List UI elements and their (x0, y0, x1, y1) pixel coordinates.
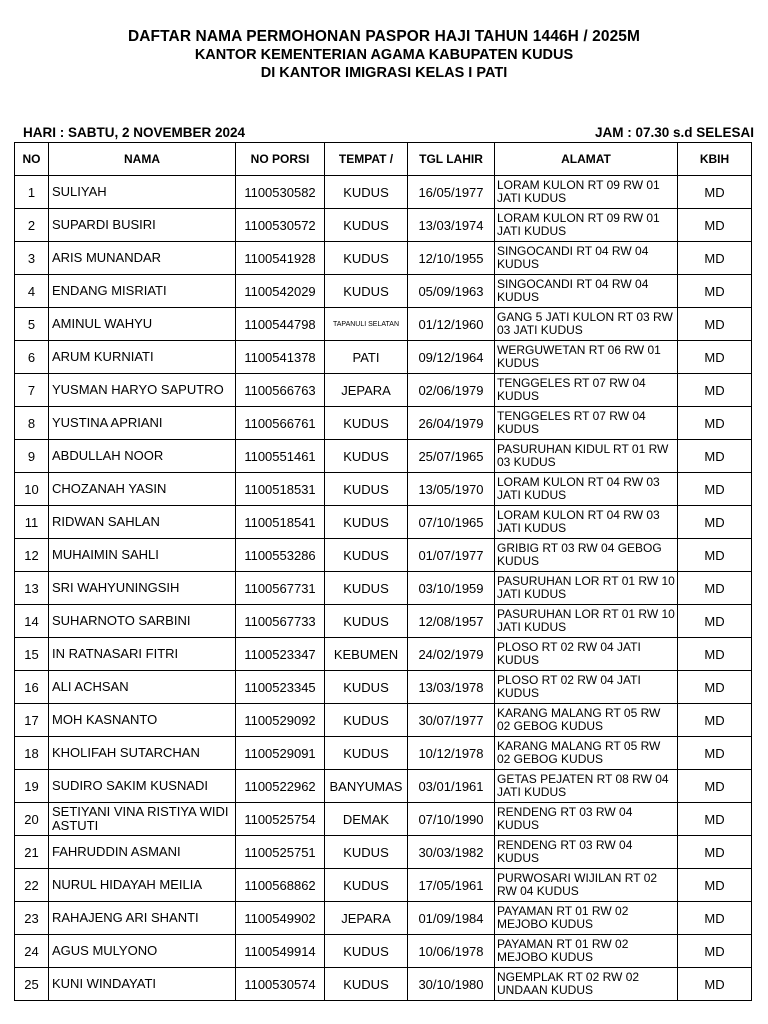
cell-kbih: MD (678, 935, 752, 968)
location-name: DI KANTOR IMIGRASI KELAS I PATI (260, 65, 508, 81)
cell-no: 24 (15, 935, 49, 968)
cell-alamat: PAYAMAN RT 01 RW 02 MEJOBO KUDUS (495, 902, 678, 935)
cell-no: 6 (15, 341, 49, 374)
cell-tempat-lahir: KUDUS (325, 209, 408, 242)
cell-nama: ABDULLAH NOOR (49, 440, 236, 473)
cell-tgl-lahir: 13/03/1974 (408, 209, 495, 242)
cell-kbih: MD (678, 572, 752, 605)
cell-no: 18 (15, 737, 49, 770)
column-header-porsi: NO PORSI (236, 143, 325, 176)
table-row (15, 704, 752, 737)
cell-tgl-lahir: 24/02/1979 (408, 638, 495, 671)
cell-alamat: GRIBIG RT 03 RW 04 GEBOG KUDUS (495, 539, 678, 572)
cell-tempat-lahir: PATI (325, 341, 408, 374)
cell-nama: SUPARDI BUSIRI (49, 209, 236, 242)
table-row (15, 671, 752, 704)
cell-kbih: MD (678, 275, 752, 308)
table-row (15, 341, 752, 374)
cell-no-porsi: 1100541928 (236, 242, 325, 275)
cell-no: 1 (15, 176, 49, 209)
cell-no-porsi: 1100566763 (236, 374, 325, 407)
cell-tempat-lahir: KUDUS (325, 242, 408, 275)
cell-tgl-lahir: 10/12/1978 (408, 737, 495, 770)
cell-nama: SRI WAHYUNINGSIH (49, 572, 236, 605)
cell-kbih: MD (678, 704, 752, 737)
cell-nama: MOH KASNANTO (49, 704, 236, 737)
cell-no: 11 (15, 506, 49, 539)
table-row (15, 638, 752, 671)
table-row (15, 605, 752, 638)
cell-no-porsi: 1100518541 (236, 506, 325, 539)
cell-tgl-lahir: 03/10/1959 (408, 572, 495, 605)
cell-tgl-lahir: 30/07/1977 (408, 704, 495, 737)
cell-no: 21 (15, 836, 49, 869)
table-row (15, 176, 752, 209)
cell-alamat: PLOSO RT 02 RW 04 JATI KUDUS (495, 671, 678, 704)
cell-tempat-lahir: KUDUS (325, 572, 408, 605)
cell-alamat: LORAM KULON RT 04 RW 03 JATI KUDUS (495, 506, 678, 539)
cell-kbih: MD (678, 638, 752, 671)
cell-tgl-lahir: 10/06/1978 (408, 935, 495, 968)
cell-tgl-lahir: 01/09/1984 (408, 902, 495, 935)
column-header-alamat: ALAMAT (495, 143, 678, 176)
table-row (15, 968, 752, 1001)
cell-tempat-lahir: KUDUS (325, 869, 408, 902)
cell-kbih: MD (678, 506, 752, 539)
cell-alamat: NGEMPLAK RT 02 RW 02 UNDAAN KUDUS (495, 968, 678, 1001)
table-row (15, 440, 752, 473)
cell-tgl-lahir: 12/10/1955 (408, 242, 495, 275)
cell-tempat-lahir: BANYUMAS (325, 770, 408, 803)
cell-tempat-lahir: TAPANULI SELATAN (325, 308, 408, 341)
cell-nama: KHOLIFAH SUTARCHAN (49, 737, 236, 770)
cell-tgl-lahir: 09/12/1964 (408, 341, 495, 374)
table-row (15, 407, 752, 440)
cell-alamat: SINGOCANDI RT 04 RW 04 KUDUS (495, 242, 678, 275)
table-row (15, 572, 752, 605)
cell-kbih: MD (678, 671, 752, 704)
cell-no: 25 (15, 968, 49, 1001)
table-row (15, 803, 752, 836)
cell-tgl-lahir: 17/05/1961 (408, 869, 495, 902)
cell-no: 8 (15, 407, 49, 440)
cell-kbih: MD (678, 737, 752, 770)
table-row (15, 374, 752, 407)
cell-nama: MUHAIMIN SAHLI (49, 539, 236, 572)
cell-nama: SUHARNOTO SARBINI (49, 605, 236, 638)
table-row (15, 209, 752, 242)
cell-no-porsi: 1100549914 (236, 935, 325, 968)
cell-no: 3 (15, 242, 49, 275)
cell-kbih: MD (678, 803, 752, 836)
table-body (15, 176, 752, 1001)
cell-no: 17 (15, 704, 49, 737)
cell-alamat: TENGGELES RT 07 RW 04 KUDUS (495, 407, 678, 440)
cell-alamat: PLOSO RT 02 RW 04 JATI KUDUS (495, 638, 678, 671)
cell-tgl-lahir: 13/03/1978 (408, 671, 495, 704)
document-header (0, 28, 768, 82)
office-name: KANTOR KEMENTERIAN AGAMA KABUPATEN KUDUS (194, 47, 574, 63)
cell-alamat: TENGGELES RT 07 RW 04 KUDUS (495, 374, 678, 407)
cell-nama: RIDWAN SAHLAN (49, 506, 236, 539)
cell-no: 9 (15, 440, 49, 473)
cell-no: 7 (15, 374, 49, 407)
cell-alamat: RENDENG RT 03 RW 04 KUDUS (495, 836, 678, 869)
cell-tgl-lahir: 30/10/1980 (408, 968, 495, 1001)
table-row (15, 935, 752, 968)
cell-no-porsi: 1100525754 (236, 803, 325, 836)
column-header-no: NO (15, 143, 49, 176)
cell-kbih: MD (678, 473, 752, 506)
cell-tempat-lahir: KUDUS (325, 836, 408, 869)
cell-nama: CHOZANAH YASIN (49, 473, 236, 506)
cell-tgl-lahir: 02/06/1979 (408, 374, 495, 407)
cell-no-porsi: 1100530572 (236, 209, 325, 242)
cell-alamat: LORAM KULON RT 09 RW 01 JATI KUDUS (495, 176, 678, 209)
table-row (15, 836, 752, 869)
cell-alamat: KARANG MALANG RT 05 RW 02 GEBOG KUDUS (495, 737, 678, 770)
table-header-row (15, 143, 752, 176)
cell-nama: YUSMAN HARYO SAPUTRO (49, 374, 236, 407)
cell-tgl-lahir: 01/07/1977 (408, 539, 495, 572)
cell-alamat: GETAS PEJATEN RT 08 RW 04 JATI KUDUS (495, 770, 678, 803)
cell-tempat-lahir: KUDUS (325, 407, 408, 440)
cell-nama: YUSTINA APRIANI (49, 407, 236, 440)
cell-kbih: MD (678, 308, 752, 341)
cell-tgl-lahir: 07/10/1965 (408, 506, 495, 539)
cell-no: 16 (15, 671, 49, 704)
cell-nama: SETIYANI VINA RISTIYA WIDI ASTUTI (49, 803, 236, 836)
cell-kbih: MD (678, 605, 752, 638)
cell-tempat-lahir: KUDUS (325, 539, 408, 572)
cell-kbih: MD (678, 869, 752, 902)
cell-nama: KUNI WINDAYATI (49, 968, 236, 1001)
cell-no-porsi: 1100530582 (236, 176, 325, 209)
cell-nama: RAHAJENG ARI SHANTI (49, 902, 236, 935)
table-row (15, 473, 752, 506)
cell-tempat-lahir: KUDUS (325, 605, 408, 638)
cell-no: 19 (15, 770, 49, 803)
cell-nama: ALI ACHSAN (49, 671, 236, 704)
cell-kbih: MD (678, 209, 752, 242)
cell-tgl-lahir: 07/10/1990 (408, 803, 495, 836)
cell-alamat: LORAM KULON RT 04 RW 03 JATI KUDUS (495, 473, 678, 506)
cell-no-porsi: 1100523345 (236, 671, 325, 704)
cell-nama: ARUM KURNIATI (49, 341, 236, 374)
document-title: DAFTAR NAMA PERMOHONAN PASPOR HAJI TAHUN 1446H / 2025M (127, 28, 641, 45)
cell-kbih: MD (678, 902, 752, 935)
cell-no-porsi: 1100541378 (236, 341, 325, 374)
table-row (15, 242, 752, 275)
cell-alamat: LORAM KULON RT 09 RW 01 JATI KUDUS (495, 209, 678, 242)
cell-tgl-lahir: 12/08/1957 (408, 605, 495, 638)
cell-no: 15 (15, 638, 49, 671)
cell-tempat-lahir: KUDUS (325, 704, 408, 737)
schedule-time: JAM : 07.30 s.d SELESAI (594, 125, 754, 140)
cell-no-porsi: 1100553286 (236, 539, 325, 572)
cell-nama: NURUL HIDAYAH MEILIA (49, 869, 236, 902)
cell-kbih: MD (678, 968, 752, 1001)
table-row (15, 308, 752, 341)
cell-no-porsi: 1100529091 (236, 737, 325, 770)
cell-tempat-lahir: JEPARA (325, 902, 408, 935)
cell-no: 14 (15, 605, 49, 638)
cell-no: 10 (15, 473, 49, 506)
cell-alamat: GANG 5 JATI KULON RT 03 RW 03 JATI KUDUS (495, 308, 678, 341)
cell-nama: SULIYAH (49, 176, 236, 209)
cell-no-porsi: 1100549902 (236, 902, 325, 935)
cell-nama: AMINUL WAHYU (49, 308, 236, 341)
cell-tgl-lahir: 13/05/1970 (408, 473, 495, 506)
column-header-kbih: KBIH (678, 143, 752, 176)
cell-alamat: SINGOCANDI RT 04 RW 04 KUDUS (495, 275, 678, 308)
cell-nama: ARIS MUNANDAR (49, 242, 236, 275)
cell-no-porsi: 1100567733 (236, 605, 325, 638)
cell-no-porsi: 1100518531 (236, 473, 325, 506)
cell-kbih: MD (678, 176, 752, 209)
cell-tempat-lahir: KUDUS (325, 671, 408, 704)
cell-no: 2 (15, 209, 49, 242)
cell-nama: FAHRUDDIN ASMANI (49, 836, 236, 869)
table-row (15, 506, 752, 539)
cell-no: 22 (15, 869, 49, 902)
cell-kbih: MD (678, 374, 752, 407)
cell-no-porsi: 1100522962 (236, 770, 325, 803)
cell-no-porsi: 1100542029 (236, 275, 325, 308)
cell-alamat: WERGUWETAN RT 06 RW 01 KUDUS (495, 341, 678, 374)
cell-alamat: PASURUHAN LOR RT 01 RW 10 JATI KUDUS (495, 572, 678, 605)
cell-no-porsi: 1100566761 (236, 407, 325, 440)
table-row (15, 539, 752, 572)
table-row (15, 737, 752, 770)
cell-tgl-lahir: 03/01/1961 (408, 770, 495, 803)
cell-tgl-lahir: 30/03/1982 (408, 836, 495, 869)
cell-tempat-lahir: KUDUS (325, 176, 408, 209)
cell-kbih: MD (678, 770, 752, 803)
cell-kbih: MD (678, 407, 752, 440)
cell-no-porsi: 1100544798 (236, 308, 325, 341)
cell-nama: ENDANG MISRIATI (49, 275, 236, 308)
cell-tgl-lahir: 01/12/1960 (408, 308, 495, 341)
cell-tempat-lahir: KUDUS (325, 968, 408, 1001)
cell-no-porsi: 1100530574 (236, 968, 325, 1001)
cell-alamat: PASURUHAN LOR RT 01 RW 10 JATI KUDUS (495, 605, 678, 638)
cell-kbih: MD (678, 242, 752, 275)
cell-no: 12 (15, 539, 49, 572)
cell-tgl-lahir: 16/05/1977 (408, 176, 495, 209)
cell-tempat-lahir: KEBUMEN (325, 638, 408, 671)
cell-nama: IN RATNASARI FITRI (49, 638, 236, 671)
cell-tempat-lahir: DEMAK (325, 803, 408, 836)
cell-tgl-lahir: 26/04/1979 (408, 407, 495, 440)
cell-no: 23 (15, 902, 49, 935)
column-header-tempat: TEMPAT / (325, 143, 408, 176)
cell-nama: AGUS MULYONO (49, 935, 236, 968)
cell-kbih: MD (678, 341, 752, 374)
cell-kbih: MD (678, 836, 752, 869)
cell-no-porsi: 1100568862 (236, 869, 325, 902)
table-row (15, 902, 752, 935)
cell-tempat-lahir: KUDUS (325, 440, 408, 473)
cell-tempat-lahir: KUDUS (325, 275, 408, 308)
cell-no: 4 (15, 275, 49, 308)
applicant-table (14, 142, 752, 1001)
cell-tempat-lahir: KUDUS (325, 935, 408, 968)
cell-tempat-lahir: KUDUS (325, 473, 408, 506)
cell-alamat: KARANG MALANG RT 05 RW 02 GEBOG KUDUS (495, 704, 678, 737)
cell-no: 20 (15, 803, 49, 836)
cell-no-porsi: 1100529092 (236, 704, 325, 737)
cell-tempat-lahir: JEPARA (325, 374, 408, 407)
cell-no: 5 (15, 308, 49, 341)
cell-alamat: PASURUHAN KIDUL RT 01 RW 03 KUDUS (495, 440, 678, 473)
table-row (15, 770, 752, 803)
table-row (15, 275, 752, 308)
cell-no-porsi: 1100523347 (236, 638, 325, 671)
table-row (15, 869, 752, 902)
cell-no-porsi: 1100525751 (236, 836, 325, 869)
cell-no-porsi: 1100567731 (236, 572, 325, 605)
column-header-nama: NAMA (49, 143, 236, 176)
column-header-tgl-lahir: TGL LAHIR (408, 143, 495, 176)
cell-kbih: MD (678, 440, 752, 473)
cell-tgl-lahir: 05/09/1963 (408, 275, 495, 308)
cell-no: 13 (15, 572, 49, 605)
cell-tempat-lahir: KUDUS (325, 506, 408, 539)
cell-kbih: MD (678, 539, 752, 572)
cell-tempat-lahir: KUDUS (325, 737, 408, 770)
cell-alamat: PAYAMAN RT 01 RW 02 MEJOBO KUDUS (495, 935, 678, 968)
cell-nama: SUDIRO SAKIM KUSNADI (49, 770, 236, 803)
cell-tgl-lahir: 25/07/1965 (408, 440, 495, 473)
schedule-day: HARI : SABTU, 2 NOVEMBER 2024 (23, 125, 246, 140)
cell-no-porsi: 1100551461 (236, 440, 325, 473)
cell-alamat: PURWOSARI WIJILAN RT 02 RW 04 KUDUS (495, 869, 678, 902)
cell-alamat: RENDENG RT 03 RW 04 KUDUS (495, 803, 678, 836)
